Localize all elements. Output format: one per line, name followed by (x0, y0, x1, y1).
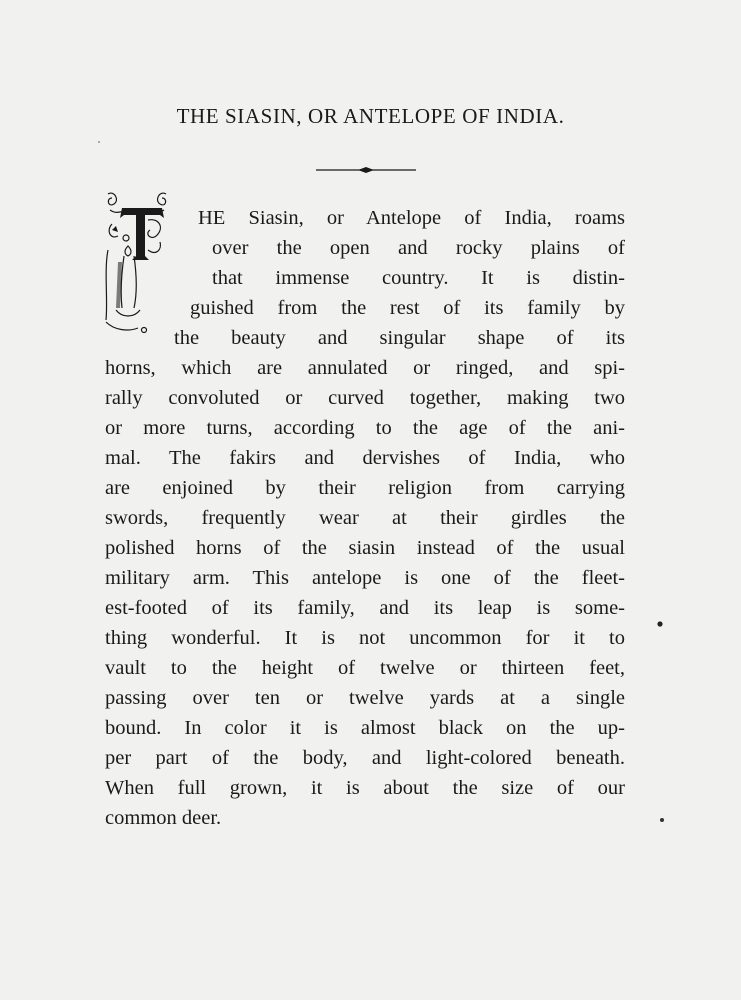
text-line: that immense country. It is distin- (212, 267, 625, 289)
text-line: mal. The fakirs and dervishes of India, who (105, 447, 625, 469)
text-line: rally convoluted or curved together, making two (105, 387, 625, 409)
text-line: swords, frequently wear at their girdles the (105, 507, 625, 529)
text-line: polished horns of the siasin instead of the usual (105, 537, 625, 559)
text-line: thing wonderful. It is not uncommon for it to (105, 627, 625, 649)
text-line: or more turns, according to the age of the ani- (105, 417, 625, 439)
text-line: bound. In color it is almost black on the up- (105, 717, 625, 739)
text-line: military arm. This antelope is one of the fleet- (105, 567, 625, 589)
text-line: common deer. (105, 807, 222, 829)
text-line: HE Siasin, or Antelope of India, roams (198, 207, 625, 229)
text-line: horns, which are annulated or ringed, and spi- (105, 357, 625, 379)
page-title: THE SIASIN, OR ANTELOPE OF INDIA. (176, 104, 565, 128)
text-line: When full grown, it is about the size of our (105, 777, 625, 799)
text-line: passing over ten or twelve yards at a single (105, 687, 625, 709)
text-line: are enjoined by their religion from carrying (105, 477, 625, 499)
text-line: vault to the height of twelve or thirteen feet, (105, 657, 625, 679)
text-line: guished from the rest of its family by (190, 297, 625, 319)
text-line: the beauty and singular shape of its (174, 327, 625, 349)
text-line: per part of the body, and light-colored beneath. (105, 747, 625, 769)
text-line: over the open and rocky plains of (212, 237, 625, 259)
text-line: est-footed of its family, and its leap is some- (105, 597, 625, 619)
